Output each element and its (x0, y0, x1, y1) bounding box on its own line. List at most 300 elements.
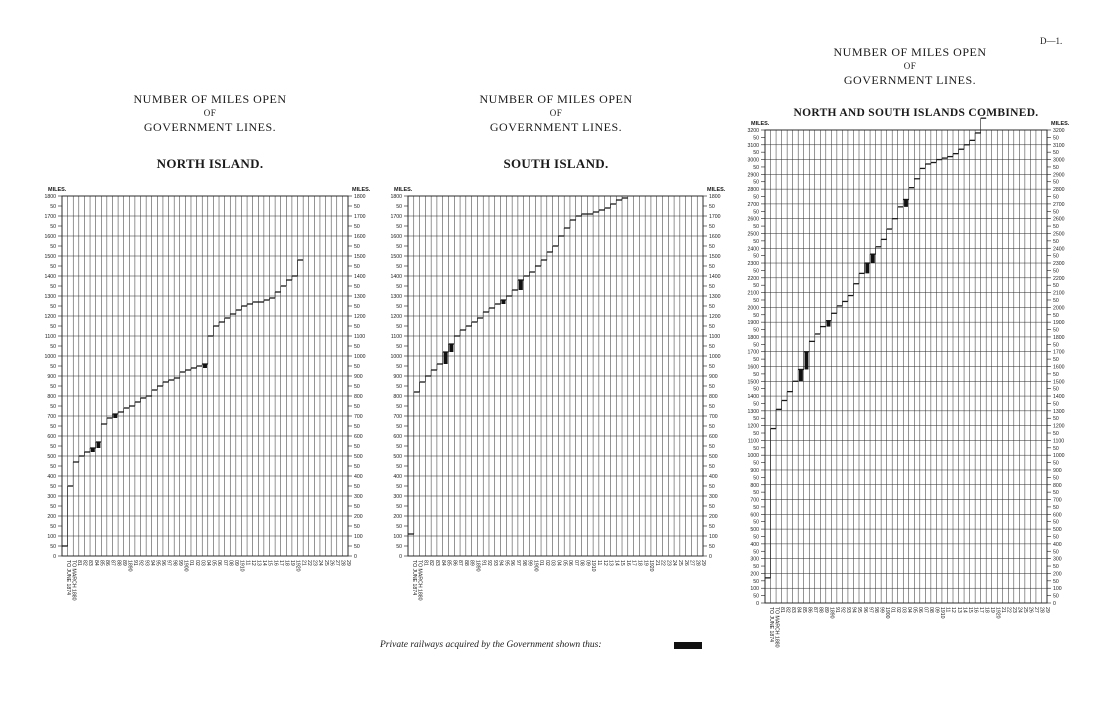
north-ytick-label: 300 (47, 494, 56, 500)
south-ytick-label: 50 (396, 404, 402, 410)
combined-ytick-label-right: 1200 (1053, 423, 1065, 430)
north-ytick-label: 0 (53, 554, 56, 560)
combined-ytick-label-right: 50 (1053, 253, 1059, 260)
south-ytick-label-right: 0 (709, 554, 712, 560)
south-xtick-label: 86 (451, 560, 458, 566)
north-ytick-label: 100 (47, 534, 56, 540)
combined-ytick-label: 3200 (747, 128, 759, 134)
south-xtick-label: 94 (497, 560, 504, 566)
combined-ytick-label: 1100 (747, 438, 759, 445)
south-ytick-label-right: 50 (709, 424, 715, 430)
north-ytick-label-right: 50 (354, 304, 360, 310)
south-xtick-label: 16 (624, 560, 631, 566)
north-subtitle: NORTH ISLAND. (156, 156, 264, 171)
south-ylabel-right: MILES. (707, 187, 726, 193)
north-xtick-label: 22 (305, 560, 312, 566)
south-xtick-label: 09 (584, 560, 591, 566)
combined-xtick-label: 27 (1033, 607, 1040, 613)
north-ytick-label-right: 1600 (354, 234, 366, 240)
north-ytick-label-right: 50 (354, 464, 360, 470)
combined-ytick-label-right: 50 (1053, 460, 1059, 467)
north-ytick-label-right: 50 (354, 444, 360, 450)
combined-ytick-label-right: 2800 (1053, 187, 1065, 194)
combined-ytick-label-right: 50 (1053, 534, 1059, 541)
combined-xtick-label: 19 (988, 607, 995, 613)
combined-ytick-label-right: 50 (1053, 135, 1059, 142)
combined-xtick-label: 1910 (939, 607, 946, 619)
combined-xtick-label: 25 (1022, 607, 1029, 613)
combined-xtick-label: 14 (961, 607, 968, 613)
south-xtick-label: 95 (503, 560, 510, 566)
south-ytick-label-right: 1700 (709, 214, 721, 220)
north-xtick-label: 05 (210, 560, 217, 566)
combined-ytick-label-right: 50 (1053, 445, 1059, 452)
south-ytick-label-right: 600 (709, 434, 718, 440)
north-xtick-label: 84 (92, 560, 99, 566)
combined-xtick-label: 96 (861, 607, 868, 613)
south-ytick-label: 900 (393, 374, 402, 380)
north-ytick-label-right: 600 (354, 434, 363, 440)
combined-ytick-label-right: 2400 (1053, 246, 1065, 253)
south-ytick-label-right: 50 (709, 404, 715, 410)
combined-ytick-label: 800 (750, 482, 759, 489)
combined-ytick-label: 100 (750, 586, 759, 593)
combined-ytick-label: 1000 (747, 453, 759, 460)
combined-ytick-label-right: 50 (1053, 297, 1059, 304)
combined-ytick-label-right: 2300 (1053, 261, 1065, 268)
south-xtick-label: 98 (520, 560, 527, 566)
combined-ytick-label: 400 (750, 541, 759, 548)
south-ytick-label-right: 1800 (709, 194, 721, 200)
north-title-line-3: GOVERNMENT LINES. (143, 120, 277, 134)
combined-chart (747, 118, 1069, 647)
south-xtick-label: 08 (578, 560, 585, 566)
north-ytick-label-right: 300 (354, 494, 363, 500)
combined-ytick-label: 2000 (747, 305, 759, 312)
combined-ytick-label-right: 1800 (1053, 334, 1065, 341)
south-title-line-2: OF (549, 108, 563, 118)
south-ytick-label: 600 (393, 434, 402, 440)
north-ytick-label-right: 50 (354, 504, 360, 510)
combined-ytick-label-right: 3100 (1053, 142, 1065, 149)
combined-ytick-label-right: 50 (1053, 564, 1059, 571)
combined-title-line-2: OF (903, 61, 917, 71)
combined-ytick-label: 500 (750, 527, 759, 534)
north-xtick-label: 83 (87, 560, 94, 566)
south-xtick-label: 23 (665, 560, 672, 566)
north-ytick-label-right: 50 (354, 364, 360, 370)
combined-xtick-label: 22 (1005, 607, 1012, 613)
north-ytick-label: 50 (50, 244, 56, 250)
south-xtick-label: 1920 (648, 560, 655, 572)
south-ytick-label-right: 800 (709, 394, 718, 400)
combined-ytick-label: 50 (753, 209, 759, 216)
north-xtick-label: 86 (104, 560, 111, 566)
north-ytick-label: 1100 (44, 334, 56, 340)
north-xtick-label: 88 (115, 560, 122, 566)
south-ytick-label: 1600 (390, 234, 402, 240)
south-xtick-label: 01 (538, 560, 545, 566)
north-xtick-label: 12 (249, 560, 256, 566)
south-ytick-label: 50 (396, 344, 402, 350)
combined-ytick-label-right: 2600 (1053, 216, 1065, 223)
combined-xtick-label: TO JUNE 1874 (767, 607, 774, 643)
south-xtick-label: 15 (619, 560, 626, 566)
combined-ytick-label: 1400 (747, 394, 759, 401)
combined-ytick-label-right: 50 (1053, 179, 1059, 186)
north-ytick-label-right: 900 (354, 374, 363, 380)
combined-ytick-label: 50 (753, 327, 759, 334)
combined-ytick-label-right: 1900 (1053, 320, 1065, 327)
combined-ytick-label: 1900 (747, 320, 759, 327)
combined-ytick-label: 50 (753, 357, 759, 364)
south-ytick-label-right: 400 (709, 474, 718, 480)
south-ytick-label: 50 (396, 204, 402, 210)
north-xtick-label: 08 (227, 560, 234, 566)
north-ytick-label-right: 500 (354, 454, 363, 460)
north-xtick-label: 19 (289, 560, 296, 566)
combined-ytick-label-right: 1400 (1053, 394, 1065, 401)
combined-xtick-label: 15 (966, 607, 973, 613)
combined-xtick-label: 04 (906, 607, 912, 613)
combined-ytick-label-right: 50 (1053, 386, 1059, 393)
south-ytick-label: 50 (396, 384, 402, 390)
north-ytick-label: 800 (47, 394, 56, 400)
north-ytick-label-right: 1000 (354, 354, 366, 360)
combined-ytick-label-right: 50 (1053, 416, 1059, 423)
south-ytick-label-right: 1200 (709, 314, 721, 320)
south-ytick-label: 1400 (390, 274, 402, 280)
north-ytick-label-right: 1200 (354, 314, 366, 320)
combined-xtick-label: 09 (933, 607, 940, 613)
combined-ytick-label: 50 (753, 268, 759, 275)
north-xtick-label: 1890 (126, 560, 133, 572)
combined-ytick-label-right: 1100 (1053, 438, 1065, 445)
north-ytick-label: 50 (50, 384, 56, 390)
south-xtick-label: 06 (567, 560, 574, 566)
north-ylabel-right: MILES. (352, 187, 371, 193)
combined-ytick-label-right: 50 (1053, 357, 1059, 364)
combined-xtick-label: 06 (917, 607, 924, 613)
combined-subtitle: NORTH AND SOUTH ISLANDS COMBINED. (793, 107, 1039, 119)
combined-xtick-label: 24 (1016, 607, 1023, 613)
north-ytick-label-right: 50 (354, 524, 360, 530)
combined-ytick-label: 300 (750, 556, 759, 563)
north-title-line-2: OF (203, 108, 217, 118)
combined-ytick-label-right: 2100 (1053, 290, 1065, 297)
combined-xtick-label: 29 (1044, 607, 1051, 613)
south-ytick-label: 50 (396, 224, 402, 230)
north-ytick-label-right: 1300 (354, 294, 366, 300)
north-xtick-label: 15 (266, 560, 273, 566)
north-xtick-label: 87 (109, 560, 116, 566)
north-ytick-label: 600 (47, 434, 56, 440)
combined-ytick-label: 50 (753, 549, 759, 556)
south-ytick-label-right: 50 (709, 464, 715, 470)
north-ytick-label: 200 (47, 514, 56, 520)
combined-xtick-label: 87 (812, 607, 818, 613)
north-ytick-label-right: 1800 (354, 194, 366, 200)
south-ytick-label: 1000 (390, 354, 402, 360)
combined-ytick-label-right: 600 (1053, 512, 1062, 519)
north-ytick-label-right: 50 (354, 264, 360, 270)
south-ylabel: MILES. (394, 187, 413, 193)
south-ytick-label-right: 50 (709, 284, 715, 290)
south-ytick-label: 50 (396, 444, 402, 450)
south-ytick-label: 50 (396, 544, 402, 550)
north-ytick-label-right: 100 (354, 534, 363, 540)
combined-xtick-label: 84 (795, 607, 802, 613)
north-ytick-label: 50 (50, 544, 56, 550)
south-ytick-label: 0 (399, 554, 402, 560)
north-ytick-label: 1500 (44, 254, 56, 260)
combined-ytick-label: 50 (753, 224, 759, 231)
combined-ytick-label: 3100 (747, 142, 759, 149)
north-ytick-label-right: 50 (354, 344, 360, 350)
combined-ytick-label: 50 (753, 164, 759, 171)
south-ytick-label: 50 (396, 264, 402, 270)
north-xtick-label: TO JUNE 1874 (64, 560, 71, 596)
north-ytick-label: 50 (50, 284, 56, 290)
south-xtick-label: 13 (607, 560, 614, 566)
north-ytick-label-right: 1700 (354, 214, 366, 220)
south-ytick-label: 400 (393, 474, 402, 480)
south-ytick-label-right: 50 (709, 244, 715, 250)
north-ytick-label: 1000 (44, 354, 56, 360)
north-xtick-label: 02 (193, 560, 200, 566)
combined-ytick-label-right: 1500 (1053, 379, 1065, 386)
north-private-marker (91, 448, 95, 452)
combined-private-marker (904, 199, 908, 206)
south-title-line-3: GOVERNMENT LINES. (489, 120, 623, 134)
south-ytick-label-right: 1300 (709, 294, 721, 300)
north-ytick-label-right: 1500 (354, 254, 366, 260)
south-xtick-label: 88 (462, 560, 469, 566)
south-subtitle: SOUTH ISLAND. (503, 156, 609, 171)
south-ytick-label: 800 (393, 394, 402, 400)
combined-ytick-label-right: 50 (1053, 283, 1059, 290)
combined-ytick-label-right: 0 (1053, 601, 1056, 607)
combined-ytick-label: 2600 (747, 216, 759, 223)
south-ytick-label-right: 900 (709, 374, 718, 380)
combined-ytick-label: 700 (750, 497, 759, 504)
south-xtick-label: 19 (642, 560, 649, 566)
south-ytick-label: 1800 (390, 194, 402, 200)
south-ytick-label: 50 (396, 524, 402, 530)
combined-xtick-label: 81 (778, 607, 785, 613)
combined-ytick-label: 2700 (747, 201, 759, 208)
south-ytick-label-right: 50 (709, 384, 715, 390)
south-xtick-label: 27 (688, 560, 695, 566)
south-xtick-label: 29 (700, 560, 707, 566)
south-xtick-label: 03 (549, 560, 556, 566)
combined-xtick-label: 17 (977, 607, 984, 613)
combined-ytick-label: 2200 (747, 275, 759, 282)
page-id: D—1. (1040, 36, 1063, 46)
south-xtick-label: 25 (676, 560, 683, 566)
north-xtick-label: 16 (272, 560, 279, 566)
south-ytick-label: 1200 (390, 314, 402, 320)
south-ytick-label: 50 (396, 284, 402, 290)
combined-ytick-label-right: 50 (1053, 164, 1059, 171)
combined-ytick-label-right: 100 (1053, 586, 1062, 593)
south-xtick-label: 07 (572, 560, 579, 566)
south-xtick-label: 26 (682, 560, 689, 566)
north-xtick-label: 24 (317, 560, 324, 566)
combined-xtick-label: 91 (834, 607, 841, 613)
combined-ytick-label: 50 (753, 475, 759, 482)
combined-ytick-label-right: 50 (1053, 327, 1059, 334)
combined-ytick-label: 50 (753, 445, 759, 452)
combined-ytick-label-right: 50 (1053, 504, 1059, 511)
combined-xtick-label: 86 (806, 607, 813, 613)
combined-ytick-label: 50 (753, 150, 759, 157)
combined-ytick-label-right: 50 (1053, 342, 1059, 349)
combined-ytick-label-right: 1600 (1053, 364, 1065, 371)
combined-ytick-label-right: 2500 (1053, 231, 1065, 238)
combined-ytick-label-right: 50 (1053, 312, 1059, 319)
combined-private-marker (799, 369, 803, 381)
north-xtick-label: 04 (205, 560, 211, 566)
north-ytick-label: 1600 (44, 234, 56, 240)
north-xtick-label: 91 (132, 560, 139, 566)
combined-ytick-label: 50 (753, 490, 759, 497)
south-ytick-label-right: 50 (709, 504, 715, 510)
south-xtick-label: 84 (439, 560, 446, 566)
combined-ytick-label-right: 50 (1053, 578, 1059, 585)
north-ytick-label: 50 (50, 324, 56, 330)
north-ytick-label: 50 (50, 304, 56, 310)
south-ytick-label-right: 100 (709, 534, 718, 540)
north-ytick-label-right: 50 (354, 284, 360, 290)
combined-xtick-label: 28 (1038, 607, 1045, 613)
north-title-line-1: NUMBER OF MILES OPEN (133, 92, 287, 106)
combined-xtick-label: 89 (823, 607, 830, 613)
north-xtick-label: 09 (233, 560, 240, 566)
combined-ytick-label-right: 400 (1053, 541, 1062, 548)
south-ytick-label-right: 50 (709, 264, 715, 270)
north-ytick-label-right: 50 (354, 544, 360, 550)
south-xtick-label: 02 (543, 560, 550, 566)
combined-ytick-label-right: 50 (1053, 150, 1059, 157)
south-ytick-label-right: 50 (709, 344, 715, 350)
combined-private-marker (827, 321, 831, 327)
combined-ytick-label-right: 50 (1053, 593, 1059, 600)
south-xtick-label: 92 (486, 560, 493, 566)
combined-ytick-label: 1200 (747, 423, 759, 430)
combined-xtick-label: 82 (784, 607, 791, 613)
south-ytick-label-right: 1500 (709, 254, 721, 260)
south-xtick-label: 11 (595, 560, 602, 566)
north-ytick-label: 50 (50, 204, 56, 210)
north-xtick-label: 07 (221, 560, 228, 566)
south-ytick-label: 1700 (390, 214, 402, 220)
south-ytick-label-right: 50 (709, 224, 715, 230)
combined-ytick-label: 1700 (747, 349, 759, 356)
combined-ytick-label: 1800 (747, 334, 759, 341)
combined-ytick-label-right: 3200 (1053, 128, 1065, 134)
south-ytick-label-right: 50 (709, 364, 715, 370)
combined-ytick-label-right: 800 (1053, 482, 1062, 489)
north-ytick-label: 50 (50, 444, 56, 450)
combined-ytick-label: 50 (753, 593, 759, 600)
north-ytick-label: 1400 (44, 274, 56, 280)
south-xtick-label: TO JUNE 1874 (410, 560, 417, 596)
north-ytick-label: 50 (50, 464, 56, 470)
combined-ytick-label: 2300 (747, 261, 759, 268)
combined-ytick-label: 50 (753, 534, 759, 541)
north-xtick-label: 82 (81, 560, 88, 566)
combined-ytick-label-right: 50 (1053, 490, 1059, 497)
combined-xtick-label: 08 (928, 607, 935, 613)
south-ytick-label: 50 (396, 304, 402, 310)
north-xtick-label: 1910 (238, 560, 245, 572)
south-ytick-label-right: 1100 (709, 334, 721, 340)
south-ytick-label: 50 (396, 484, 402, 490)
combined-ytick-label: 1500 (747, 379, 759, 386)
south-xtick-label: 21 (653, 560, 660, 566)
combined-ytick-label-right: 700 (1053, 497, 1062, 504)
south-xtick-label: 91 (480, 560, 487, 566)
north-ytick-label: 50 (50, 344, 56, 350)
south-ytick-label: 1300 (390, 294, 402, 300)
south-title-line-1: NUMBER OF MILES OPEN (479, 92, 633, 106)
south-xtick-label: 99 (526, 560, 533, 566)
north-ytick-label-right: 50 (354, 204, 360, 210)
combined-ytick-label: 2800 (747, 187, 759, 194)
north-ytick-label-right: 1100 (354, 334, 366, 340)
combined-ytick-label-right: 2000 (1053, 305, 1065, 312)
combined-private-marker (805, 352, 809, 370)
south-xtick-label: 1890 (474, 560, 481, 572)
north-xtick-label: 1900 (182, 560, 189, 572)
south-xtick-label: 93 (491, 560, 498, 566)
north-ytick-label-right: 50 (354, 484, 360, 490)
south-ytick-label: 50 (396, 324, 402, 330)
combined-ytick-label: 50 (753, 283, 759, 290)
south-ytick-label-right: 1600 (709, 234, 721, 240)
combined-ytick-label: 1300 (747, 408, 759, 415)
north-private-marker (113, 414, 117, 418)
south-ytick-label: 1500 (390, 254, 402, 260)
north-xtick-label: 21 (300, 560, 307, 566)
combined-xtick-label: 1920 (994, 607, 1001, 619)
south-ytick-label: 700 (393, 414, 402, 420)
north-xtick-label: 06 (216, 560, 223, 566)
combined-ytick-label: 2500 (747, 231, 759, 238)
combined-xtick-label: 01 (889, 607, 896, 613)
north-xtick-label: 17 (277, 560, 284, 566)
combined-xtick-label: 02 (894, 607, 901, 613)
south-ytick-label: 200 (393, 514, 402, 520)
north-ytick-label-right: 50 (354, 424, 360, 430)
north-xtick-label: 27 (333, 560, 340, 566)
combined-ytick-label: 50 (753, 519, 759, 526)
north-ytick-label: 50 (50, 424, 56, 430)
south-xtick-label: 97 (515, 560, 522, 566)
combined-private-marker (871, 254, 875, 263)
north-xtick-label: 93 (143, 560, 150, 566)
combined-ytick-label: 50 (753, 194, 759, 201)
north-ytick-label: 1200 (44, 314, 56, 320)
south-xtick-label: TO MARCH 1880 (416, 560, 423, 601)
south-ytick-label: 50 (396, 464, 402, 470)
north-xtick-label: 28 (339, 560, 346, 566)
combined-ytick-label-right: 3000 (1053, 157, 1065, 164)
combined-xtick-label: 85 (800, 607, 807, 613)
combined-ytick-label: 50 (753, 253, 759, 260)
combined-xtick-label: 88 (817, 607, 824, 613)
